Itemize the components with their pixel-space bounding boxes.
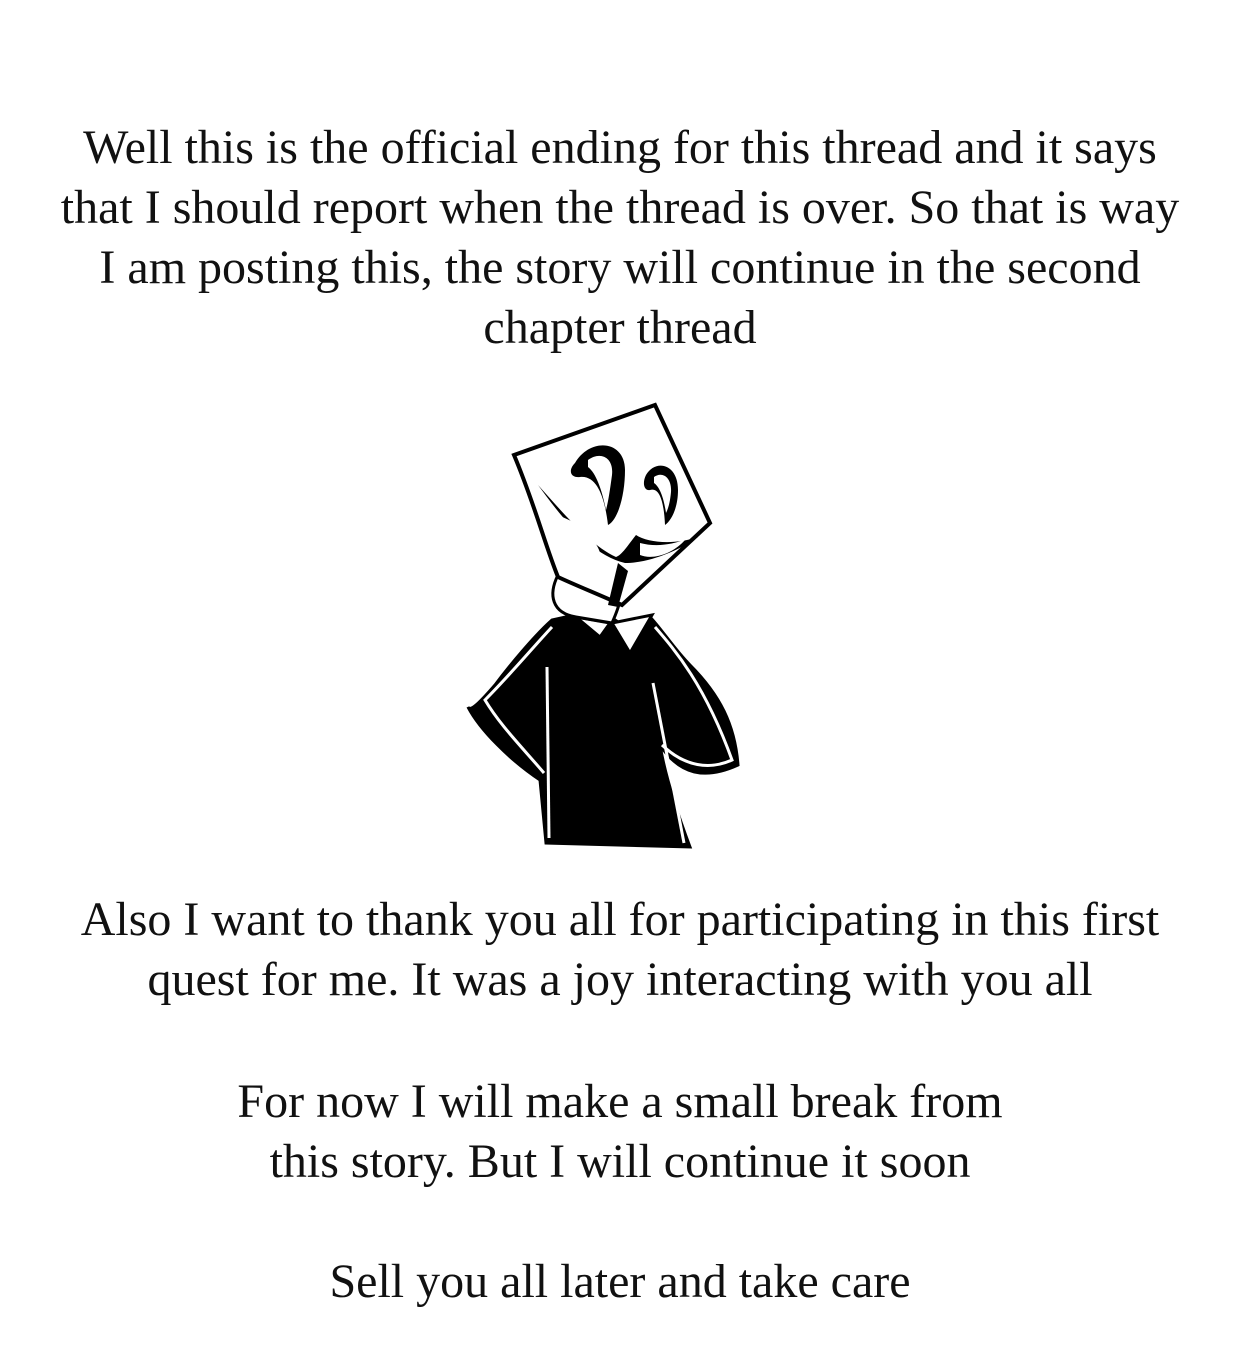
signoff-line: Sell you all later and take care bbox=[329, 1255, 911, 1308]
break-note-line: this story. But I will continue it soon bbox=[269, 1135, 971, 1188]
paper-bag-mask-character-icon bbox=[440, 395, 760, 860]
thanks-paragraph bbox=[0, 890, 1240, 1010]
break-note-line: For now I will make a small break from bbox=[237, 1075, 1003, 1128]
intro-line: I am posting this, the story will continue in the second bbox=[99, 241, 1141, 294]
intro-paragraph bbox=[0, 118, 1240, 358]
break-note-paragraph bbox=[0, 1072, 1240, 1192]
intro-line: that I should report when the thread is over. So that is way bbox=[60, 181, 1180, 234]
intro-line: Well this is the official ending for this thread and it says bbox=[83, 121, 1157, 174]
thanks-line: Also I want to thank you all for participating in this first bbox=[80, 893, 1160, 946]
intro-line: chapter thread bbox=[483, 301, 757, 354]
signoff-paragraph bbox=[0, 1252, 1240, 1312]
thanks-line: quest for me. It was a joy interacting with you all bbox=[147, 953, 1093, 1006]
